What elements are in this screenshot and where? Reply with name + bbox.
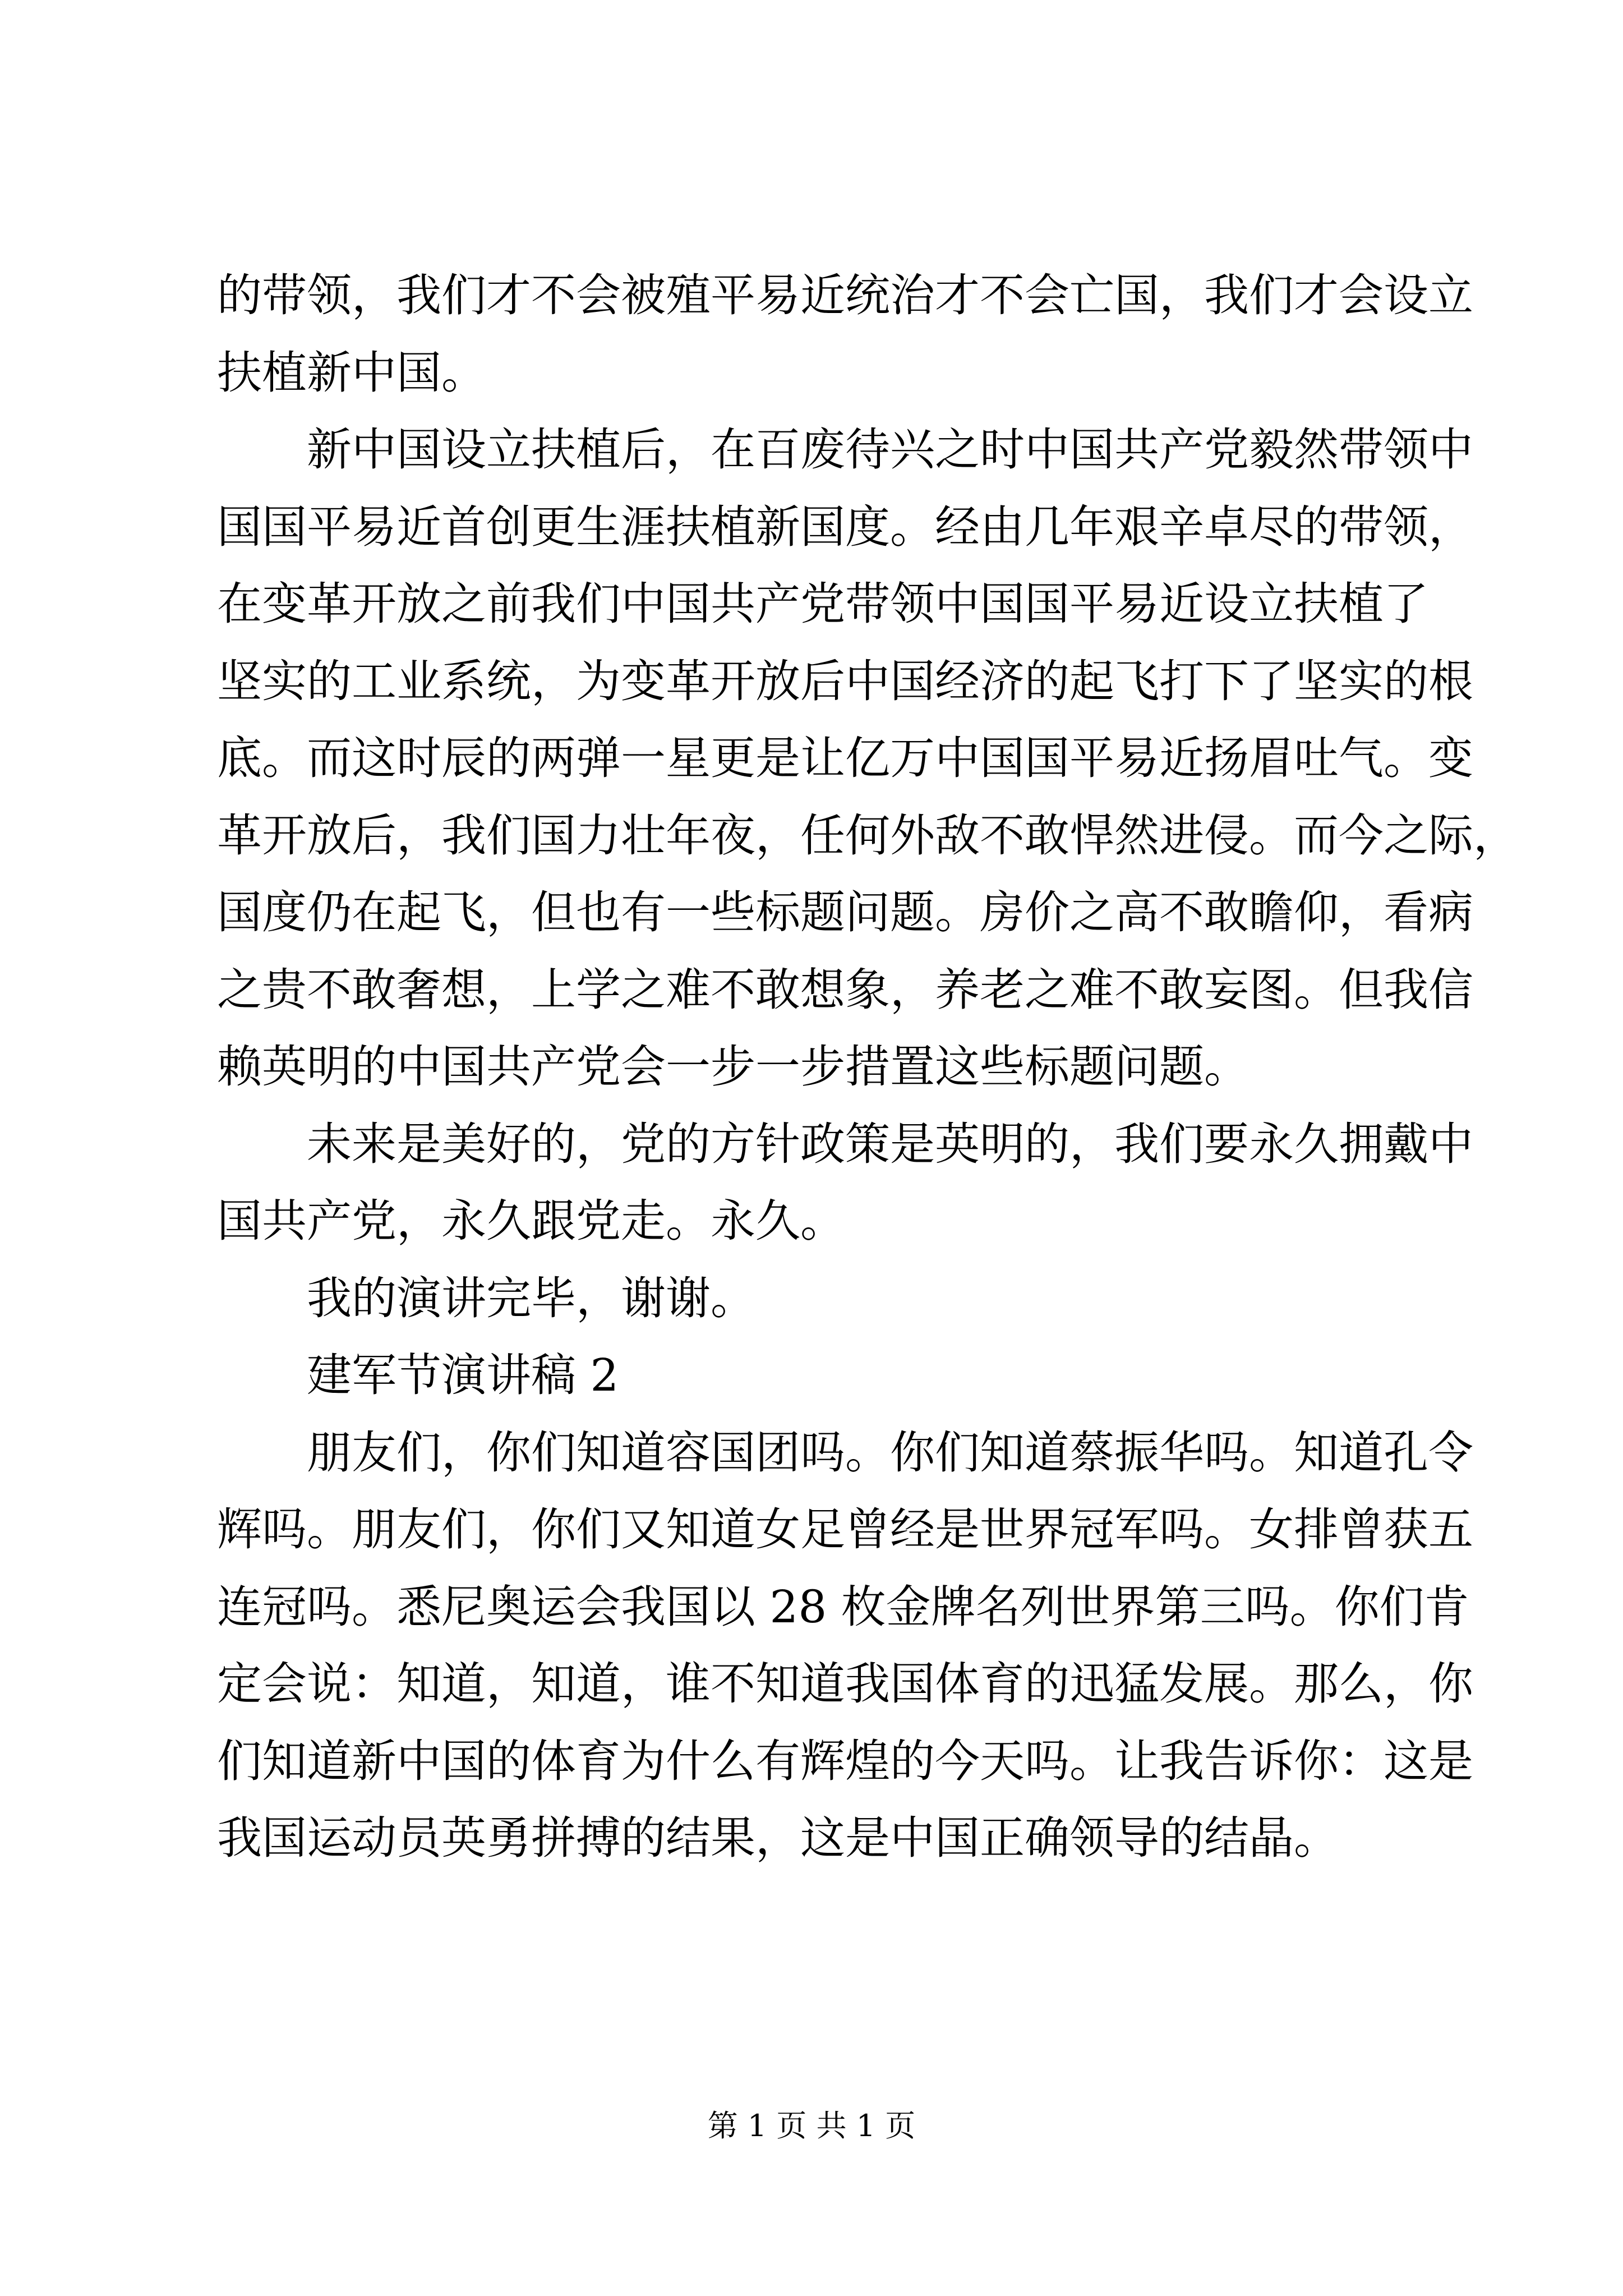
- text-line: 国共产党，永久跟党走。永久。: [217, 1195, 845, 1247]
- text-line: 国国平易近首创更生涯扶植新国度。经由几年艰辛卓尽的带领，: [217, 500, 1473, 553]
- text-line: 赖英明的中国共产党会一步一步措置这些标题问题。: [217, 1041, 1249, 1093]
- text-line: 连冠吗。悉尼奥运会我国以 28 枚金牌名列世界第三吗。你们肯: [217, 1580, 1469, 1633]
- document-body: [217, 257, 1518, 1877]
- text-line: 新中国设立扶植后，在百废待兴之时中国共产党毅然带领中: [307, 424, 1473, 476]
- text-line: 我国运动员英勇拼搏的结果，这是中国正确领导的结晶。: [217, 1812, 1339, 1864]
- text-line: 定会说：知道，知道，谁不知道我国体育的迅猛发展。那么，你: [217, 1658, 1473, 1710]
- text-line: 们知道新中国的体育为什么有辉煌的今天吗。让我告诉你：这是: [217, 1734, 1473, 1787]
- text-line: 底。而这时辰的两弹一星更是让亿万中国国平易近扬眉吐气。变: [217, 732, 1473, 784]
- text-line: 我的演讲完毕，谢谢。: [307, 1272, 755, 1324]
- text-line: 扶植新中国。: [217, 346, 486, 399]
- text-line: 国度仍在起飞，但也有一些标题问题。房价之高不敢瞻仰，看病: [217, 886, 1473, 938]
- text-line: 朋友们，你们知道容国团吗。你们知道蔡振华吗。知道孔令: [307, 1426, 1473, 1479]
- text-line: 的带领，我们才不会被殖平易近统治才不会亡国，我们才会设立: [217, 269, 1473, 321]
- text-line: 辉吗。朋友们，你们又知道女足曾经是世界冠军吗。女排曾获五: [217, 1503, 1473, 1556]
- page-footer: 第 1 页 共 1 页: [707, 2108, 916, 2143]
- text-line: 未来是美好的，党的方针政策是英明的，我们要永久拥戴中: [307, 1117, 1473, 1170]
- text-line: 在变革开放之前我们中国共产党带领中国国平易近设立扶植了: [217, 578, 1428, 630]
- text-line: 之贵不敢奢想，上学之难不敢想象，养老之难不敢妄图。但我信: [217, 963, 1473, 1016]
- text-line: 革开放后，我们国力壮年夜，任何外敌不敢悍然进侵。而今之际，: [217, 809, 1518, 862]
- section-heading: 建军节演讲稿 2: [307, 1349, 619, 1401]
- text-line: 坚实的工业系统，为变革开放后中国经济的起飞打下了坚实的根: [217, 655, 1473, 707]
